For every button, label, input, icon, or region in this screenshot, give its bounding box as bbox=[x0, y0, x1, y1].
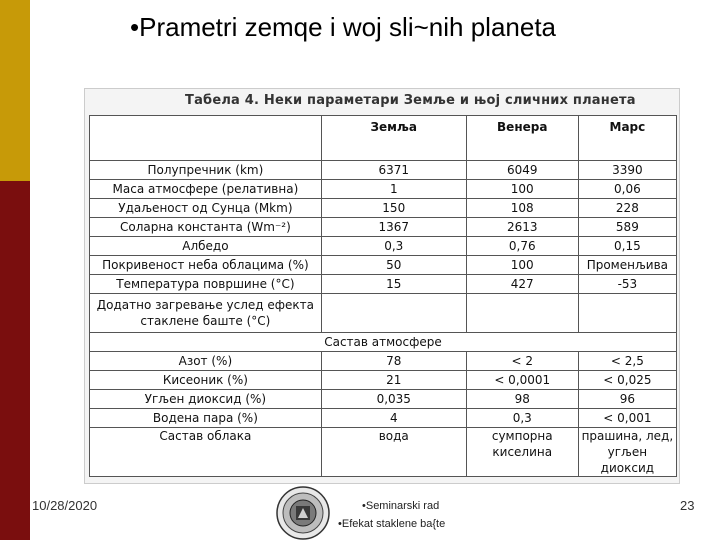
cell-venus: 2613 bbox=[466, 218, 578, 237]
row-label: Додатно загревање услед ефекта стаклене баште (°C) bbox=[90, 294, 322, 333]
cell-venus: сумпорна киселина bbox=[466, 428, 578, 477]
row-label: Соларна константа (Wm⁻²) bbox=[90, 218, 322, 237]
cell-mars: прашина, лед, угљен диоксид bbox=[578, 428, 676, 477]
page-number: 23 bbox=[680, 498, 695, 513]
accent-bar-red bbox=[0, 181, 30, 540]
row-label: Покривеност неба облацима (%) bbox=[90, 256, 322, 275]
table-row bbox=[90, 256, 677, 275]
cell-earth: вода bbox=[321, 428, 466, 477]
cell-venus: 6049 bbox=[466, 161, 578, 180]
cell-earth: 150 bbox=[321, 199, 466, 218]
table-row bbox=[90, 180, 677, 199]
cell-earth: 0,3 bbox=[321, 237, 466, 256]
cell-mars: < 2,5 bbox=[578, 352, 676, 371]
cell-venus: 0,76 bbox=[466, 237, 578, 256]
table-row bbox=[90, 237, 677, 256]
section-label: Састав атмосфере bbox=[90, 333, 677, 352]
cell-mars: -53 bbox=[578, 275, 676, 294]
cell-earth: 21 bbox=[321, 371, 466, 390]
table-image bbox=[84, 88, 680, 484]
cell-venus: 427 bbox=[466, 275, 578, 294]
table-row bbox=[90, 390, 677, 409]
cell-venus: 100 bbox=[466, 256, 578, 275]
footer-date: 10/28/2020 bbox=[32, 498, 98, 513]
section-row bbox=[90, 333, 677, 352]
row-label: Састав облака bbox=[90, 428, 322, 477]
slide-title: •Prametri zemqe i woj sli~nih planeta bbox=[130, 12, 557, 42]
table-row bbox=[90, 199, 677, 218]
row-label: Азот (%) bbox=[90, 352, 322, 371]
footer-line-1: •Seminarski rad bbox=[362, 500, 440, 512]
header-cell-venus: Венера bbox=[466, 116, 578, 161]
planet-parameters-table bbox=[89, 115, 677, 477]
cell-earth: 78 bbox=[321, 352, 466, 371]
cell-venus: 100 bbox=[466, 180, 578, 199]
cell-earth: 1 bbox=[321, 180, 466, 199]
row-label: Кисеоник (%) bbox=[90, 371, 322, 390]
table-row bbox=[90, 371, 677, 390]
footer-line-2: •Efekat staklene ba{te bbox=[338, 518, 446, 530]
cell-mars: 0,06 bbox=[578, 180, 676, 199]
row-label: Температура површине (°C) bbox=[90, 275, 322, 294]
cell-earth: 4 bbox=[321, 409, 466, 428]
cell-mars: < 0,025 bbox=[578, 371, 676, 390]
cell-mars: Променљива bbox=[578, 256, 676, 275]
table-row bbox=[90, 294, 677, 333]
cell-mars: 589 bbox=[578, 218, 676, 237]
row-label: Водена пара (%) bbox=[90, 409, 322, 428]
cell-venus: 108 bbox=[466, 199, 578, 218]
cell-earth: 6371 bbox=[321, 161, 466, 180]
table-header-row bbox=[90, 116, 677, 161]
cell-earth: 15 bbox=[321, 275, 466, 294]
cell-mars bbox=[578, 294, 676, 333]
row-label: Албедо bbox=[90, 237, 322, 256]
cell-earth: 0,035 bbox=[321, 390, 466, 409]
university-seal-icon bbox=[276, 486, 330, 540]
table-row bbox=[90, 161, 677, 180]
cell-venus: 0,3 bbox=[466, 409, 578, 428]
cell-earth bbox=[321, 294, 466, 333]
table-row bbox=[90, 218, 677, 237]
header-cell-mars: Марс bbox=[578, 116, 676, 161]
cell-mars: 96 bbox=[578, 390, 676, 409]
cell-venus: < 2 bbox=[466, 352, 578, 371]
cell-mars: < 0,001 bbox=[578, 409, 676, 428]
table-row bbox=[90, 352, 677, 371]
row-label: Угљен диоксид (%) bbox=[90, 390, 322, 409]
cell-mars: 228 bbox=[578, 199, 676, 218]
cell-mars: 0,15 bbox=[578, 237, 676, 256]
cell-earth: 1367 bbox=[321, 218, 466, 237]
table-row bbox=[90, 275, 677, 294]
table-row bbox=[90, 428, 677, 477]
footer-text bbox=[338, 497, 488, 533]
row-label: Полупречник (km) bbox=[90, 161, 322, 180]
row-label: Удаљеност од Сунца (Mkm) bbox=[90, 199, 322, 218]
cell-venus: 98 bbox=[466, 390, 578, 409]
header-cell-empty bbox=[90, 116, 322, 161]
table-caption: Табела 4. Неки параметари Земље и њој сличних планета bbox=[185, 93, 636, 108]
header-cell-earth: Земља bbox=[321, 116, 466, 161]
cell-venus bbox=[466, 294, 578, 333]
table-row bbox=[90, 409, 677, 428]
cell-earth: 50 bbox=[321, 256, 466, 275]
cell-venus: < 0,0001 bbox=[466, 371, 578, 390]
accent-bar-gold bbox=[0, 0, 30, 181]
cell-mars: 3390 bbox=[578, 161, 676, 180]
row-label: Маса атмосфере (релативна) bbox=[90, 180, 322, 199]
